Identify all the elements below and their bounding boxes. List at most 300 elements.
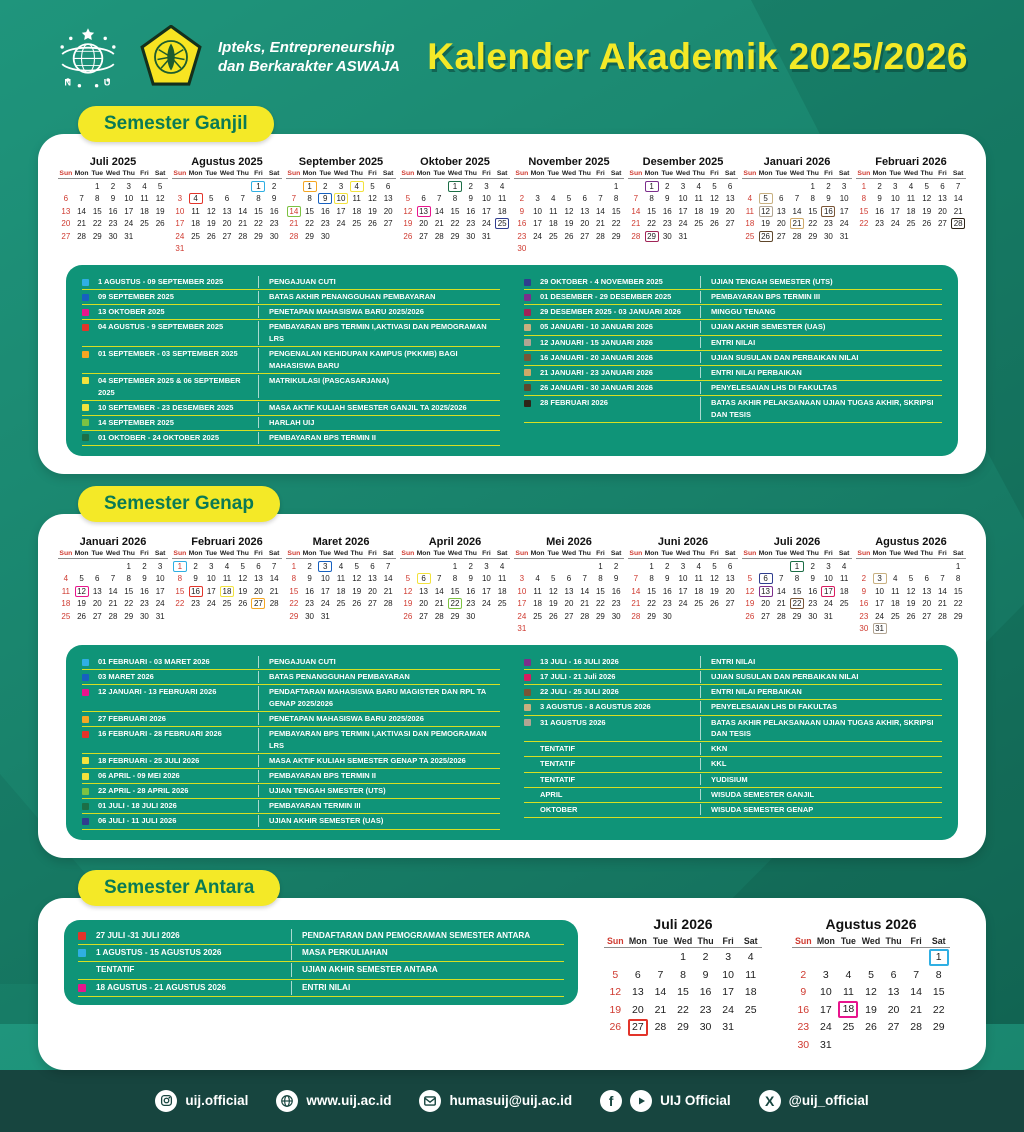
weekday-label: Fri xyxy=(368,550,377,557)
date-cell: 4 xyxy=(499,561,505,571)
date-cell: 11 xyxy=(745,206,754,216)
date-cell: 20 xyxy=(725,586,735,596)
weekday-label: Sat xyxy=(496,170,508,177)
social-label: www.uij.ac.id xyxy=(306,1093,392,1108)
date-cell: 30 xyxy=(662,231,672,241)
date-cell: 12 xyxy=(403,206,413,216)
date-cell: 19 xyxy=(609,1003,622,1016)
legend-date: 12 JANUARI - 15 JANUARI 2026 xyxy=(540,337,653,347)
date-cell: 21 xyxy=(77,219,87,229)
date-cell: 19 xyxy=(403,599,413,609)
month-title: Juli 2026 xyxy=(773,536,821,548)
legend-color-swatch xyxy=(82,324,89,331)
legend-row xyxy=(524,396,942,423)
weekday-label: Thu xyxy=(236,550,249,557)
weekday-label: Sun xyxy=(515,170,529,177)
date-cell: 15 xyxy=(289,586,299,596)
date-cell: 21 xyxy=(631,599,641,609)
facebook-icon: f xyxy=(600,1090,622,1112)
empty-cell xyxy=(577,560,593,573)
date-cell: 12 xyxy=(206,206,216,216)
weekday-label: Wed xyxy=(903,550,919,557)
empty-cell xyxy=(561,180,577,193)
date-cell: 15 xyxy=(953,586,963,596)
weekday-label: Mon xyxy=(758,170,773,177)
date-cell: 4 xyxy=(63,574,69,584)
weekday-label: Mon xyxy=(644,170,659,177)
date-cell: 8 xyxy=(256,194,261,204)
weekday-header-row xyxy=(172,550,282,559)
highlighted-date: 9 xyxy=(318,193,332,204)
date-cell: 16 xyxy=(808,586,818,596)
empty-cell xyxy=(416,560,432,573)
date-cell: 2 xyxy=(142,561,147,571)
highlighted-date: 1 xyxy=(645,181,659,192)
date-cell: 17 xyxy=(722,986,734,999)
date-cell: 24 xyxy=(820,1021,832,1034)
weekday-label: Tue xyxy=(319,550,332,557)
empty-cell xyxy=(837,949,860,967)
date-cell xyxy=(251,598,267,611)
weekday-header-row xyxy=(400,550,510,559)
date-cell xyxy=(447,598,463,611)
date-cell: 15 xyxy=(305,206,315,216)
legend-description: PENYELESAIAN LHS DI FAKULTAS xyxy=(700,701,942,713)
legend-date: 13 OKTOBER 2025 xyxy=(98,307,165,317)
weekday-label: Mon xyxy=(188,170,203,177)
date-cell: 11 xyxy=(842,986,854,999)
legend-description: UJIAN TENGAH SMESTER (UTS) xyxy=(258,785,500,797)
date-cell: 25 xyxy=(222,599,232,609)
empty-cell xyxy=(792,949,815,967)
date-cell: 8 xyxy=(649,194,654,204)
weekday-label: Wed xyxy=(789,550,805,557)
legend-row xyxy=(82,727,500,754)
date-cell: 2 xyxy=(861,574,867,584)
legend-row xyxy=(524,716,942,743)
empty-cell xyxy=(58,560,74,573)
date-cell: 22 xyxy=(305,219,315,229)
legend-description: ENTRI NILAI xyxy=(700,337,942,349)
date-cell: 13 xyxy=(887,986,900,999)
weekday-label: Fri xyxy=(722,935,734,946)
date-cell: 25 xyxy=(890,611,900,621)
legend-description: UJIAN AKHIR SEMESTER (UAS) xyxy=(700,321,942,333)
legend-row xyxy=(82,754,500,769)
date-cell: 18 xyxy=(61,599,71,609)
legend-row xyxy=(524,320,942,335)
weekday-label: Mon xyxy=(188,550,203,557)
badge-semester-ganjil: Semester Ganjil xyxy=(78,106,274,142)
date-cell: 11 xyxy=(352,194,361,204)
legend-row xyxy=(524,655,942,670)
date-cell: 25 xyxy=(336,599,346,609)
date-cell: 13 xyxy=(61,206,71,216)
weekday-label: Tue xyxy=(775,550,788,557)
date-cell: 18 xyxy=(839,586,849,596)
date-cell: 2 xyxy=(665,561,670,571)
weekday-label: Tue xyxy=(661,170,674,177)
date-cell: 28 xyxy=(383,599,393,609)
legend-row xyxy=(524,742,942,757)
header xyxy=(0,0,1024,94)
legend-color-swatch xyxy=(524,806,531,813)
date-cell: 14 xyxy=(937,586,947,596)
date-cell xyxy=(758,573,774,586)
date-cell: 8 xyxy=(307,194,312,204)
date-cell: 6 xyxy=(634,968,641,981)
date-cell: 24 xyxy=(175,231,185,241)
date-cell: 20 xyxy=(61,219,71,229)
date-cell: 1 xyxy=(680,951,686,964)
weekday-label: Wed xyxy=(333,550,349,557)
date-cell: 23 xyxy=(269,219,279,229)
date-cell: 22 xyxy=(253,219,263,229)
highlighted-date: 6 xyxy=(417,573,431,584)
date-cell: 30 xyxy=(466,231,476,241)
date-cell: 3 xyxy=(484,561,489,571)
date-cell: 15 xyxy=(595,586,605,596)
date-cell: 29 xyxy=(450,611,460,621)
legend-description: UJIAN TENGAH SEMESTER (UTS) xyxy=(700,276,942,288)
date-cell: 18 xyxy=(533,599,543,609)
date-cell: 14 xyxy=(269,574,279,584)
date-cell: 24 xyxy=(336,219,346,229)
legend-row xyxy=(82,320,500,347)
legend-row xyxy=(82,814,500,829)
date-cell: 3 xyxy=(841,181,847,191)
date-cell: 7 xyxy=(940,574,945,584)
date-cell: 22 xyxy=(677,1003,689,1016)
date-cell: 5 xyxy=(868,968,874,981)
date-cell: 25 xyxy=(497,599,507,609)
date-cell: 25 xyxy=(839,599,849,609)
date-cell: 26 xyxy=(564,231,574,241)
date-cell: 5 xyxy=(405,574,411,584)
legend-description: MASA AKTIF KULIAH SEMESTER GANJIL TA 2025/2026 xyxy=(258,402,500,414)
date-cell: 17 xyxy=(481,586,491,596)
date-cell: 21 xyxy=(580,599,590,609)
legend-date: 18 FEBRUARI - 25 JULI 2026 xyxy=(98,755,200,765)
month-title: April 2026 xyxy=(428,536,482,548)
legend-date: 16 JANUARI - 20 JANUARI 2026 xyxy=(540,352,653,362)
date-cell: 19 xyxy=(761,219,771,229)
weekday-label: Fri xyxy=(938,550,947,557)
date-cell: 12 xyxy=(564,206,574,216)
date-cell: 8 xyxy=(955,574,961,584)
date-grid xyxy=(400,560,510,623)
weekday-label: Sat xyxy=(268,170,280,177)
legend-description: UJIAN SUSULAN DAN PERBAIKAN NILAI xyxy=(700,671,942,683)
date-cell: 8 xyxy=(935,968,942,981)
instagram-icon xyxy=(155,1090,177,1112)
legend-date: 1 AGUSTUS - 15 AGUSTUS 2026 xyxy=(96,947,222,957)
weekday-label: Sun xyxy=(59,550,73,557)
weekday-label: Tue xyxy=(433,170,446,177)
month-title: Agustus 2025 xyxy=(191,156,263,168)
date-grid xyxy=(58,180,168,243)
legend-color-swatch xyxy=(82,788,89,795)
date-cell: 3 xyxy=(157,561,163,571)
social-link-facebook-youtube[interactable] xyxy=(600,1090,731,1112)
date-cell: 23 xyxy=(699,1003,712,1016)
legend-row xyxy=(524,336,942,351)
legend-date: 03 MARET 2026 xyxy=(98,672,154,682)
date-cell: 11 xyxy=(694,574,703,584)
weekday-label: Tue xyxy=(547,170,560,177)
legend-color-swatch xyxy=(524,339,531,346)
date-cell: 27 xyxy=(922,611,932,621)
date-cell: 13 xyxy=(419,586,429,596)
legend-color-swatch xyxy=(82,279,89,286)
weekday-label: Thu xyxy=(920,550,933,557)
weekday-label: Tue xyxy=(652,935,668,946)
date-cell: 25 xyxy=(842,1021,855,1034)
weekday-label: Wed xyxy=(675,550,691,557)
legend-row xyxy=(524,700,942,715)
weekday-header-row xyxy=(628,550,738,559)
legend-description: ENTRI NILAI xyxy=(700,656,942,668)
date-grid xyxy=(58,560,168,623)
weekday-label: Sat xyxy=(838,550,850,557)
legend-column-right xyxy=(524,275,942,446)
legend-description: KKN xyxy=(700,743,942,755)
legend-color-swatch xyxy=(524,400,531,407)
date-cell: 9 xyxy=(861,586,867,596)
legend-description: UJIAN AKHIR SEMESTER (UAS) xyxy=(258,815,500,827)
highlighted-date: 29 xyxy=(645,231,659,242)
date-cell: 22 xyxy=(611,219,621,229)
date-cell: 28 xyxy=(434,231,444,241)
date-cell: 9 xyxy=(665,574,670,584)
social-link-mail[interactable] xyxy=(419,1090,572,1112)
date-cell: 5 xyxy=(209,194,214,204)
empty-cell xyxy=(919,560,935,573)
date-cell xyxy=(950,218,966,231)
legend-row xyxy=(78,945,564,962)
social-link-globe[interactable] xyxy=(276,1090,391,1112)
legend-row xyxy=(524,381,942,396)
date-grid xyxy=(286,180,396,243)
empty-cell xyxy=(286,180,302,193)
legend-date: 17 JULI - 21 Juli 2026 xyxy=(540,672,616,682)
weekday-header-row xyxy=(286,170,396,179)
weekday-label: Mon xyxy=(644,550,659,557)
date-cell xyxy=(188,585,204,598)
date-cell: 10 xyxy=(481,574,491,584)
highlighted-date: 18 xyxy=(220,586,234,597)
date-cell: 9 xyxy=(665,194,670,204)
date-cell: 16 xyxy=(611,586,621,596)
legend-color-swatch xyxy=(524,279,531,286)
date-cell: 16 xyxy=(269,206,279,216)
weekday-label: Tue xyxy=(319,170,332,177)
date-cell: 26 xyxy=(709,599,719,609)
date-cell: 7 xyxy=(794,194,800,204)
weekday-label: Sun xyxy=(794,935,812,946)
youtube-icon xyxy=(630,1090,652,1112)
date-cell: 1 xyxy=(861,181,867,191)
date-cell: 16 xyxy=(699,986,712,999)
date-cell: 15 xyxy=(808,206,818,216)
legend-date: 26 JANUARI - 30 JANUARI 2026 xyxy=(540,382,653,392)
weekday-label: Sat xyxy=(952,170,964,177)
date-cell: 22 xyxy=(647,599,657,609)
month-title: Agustus 2026 xyxy=(825,915,917,932)
month-title: Juli 2026 xyxy=(653,915,713,932)
date-cell: 13 xyxy=(564,586,574,596)
legend-color-swatch xyxy=(78,949,86,957)
legend-row xyxy=(524,351,942,366)
weekday-label: Mon xyxy=(416,550,431,557)
date-cell: 14 xyxy=(631,206,641,216)
date-cell xyxy=(837,1001,860,1019)
date-cell: 18 xyxy=(744,986,757,999)
empty-cell xyxy=(789,180,805,193)
date-cell: 17 xyxy=(336,206,346,216)
weekday-label: Thu xyxy=(464,550,477,557)
legend-description: BATAS AKHIR PELAKSANAAN UJIAN TUGAS AKHIR, SKRIPSI DAN TESIS xyxy=(700,717,942,740)
weekday-label: Sat xyxy=(382,550,394,557)
date-cell: 2 xyxy=(110,181,116,191)
date-cell: 6 xyxy=(582,194,587,204)
weekday-label: Mon xyxy=(302,170,317,177)
date-cell: 7 xyxy=(79,194,84,204)
date-cell: 11 xyxy=(61,586,70,596)
globe-icon xyxy=(276,1090,298,1112)
date-cell: 8 xyxy=(452,194,458,204)
date-cell: 7 xyxy=(385,561,391,571)
date-cell: 1 xyxy=(452,561,458,571)
legend-color-swatch xyxy=(78,966,86,974)
date-cell: 6 xyxy=(727,181,733,191)
footer-social-items xyxy=(155,1090,868,1112)
date-cell: 16 xyxy=(466,586,476,596)
legend-date: 22 JULI - 25 JULI 2026 xyxy=(540,687,619,697)
date-cell: 15 xyxy=(647,586,657,596)
date-cell: 11 xyxy=(745,968,757,981)
weekday-label: Tue xyxy=(91,550,104,557)
weekday-label: Mon xyxy=(872,550,887,557)
date-grid xyxy=(604,949,762,1037)
legend-date: 3 AGUSTUS - 8 AGUSTUS 2026 xyxy=(540,702,651,712)
legend-color-swatch xyxy=(78,932,86,940)
date-cell: 15 xyxy=(677,986,689,999)
legend-description: PENYELESAIAN LHS DI FAKULTAS xyxy=(700,382,942,394)
date-cell: 21 xyxy=(631,219,641,229)
social-label: uij.official xyxy=(185,1093,249,1108)
date-cell: 21 xyxy=(238,219,248,229)
empty-cell xyxy=(514,180,530,193)
date-cell: 9 xyxy=(468,194,473,204)
date-cell: 8 xyxy=(861,194,867,204)
date-cell xyxy=(333,193,349,206)
empty-cell xyxy=(882,949,905,967)
date-cell: 9 xyxy=(613,574,619,584)
empty-cell xyxy=(530,180,546,193)
date-cell: 16 xyxy=(662,206,672,216)
date-cell: 10 xyxy=(175,206,185,216)
social-link-instagram[interactable] xyxy=(155,1090,248,1112)
date-cell: 20 xyxy=(580,219,590,229)
empty-cell xyxy=(545,560,561,573)
legend-description: BATAS AKHIR PELAKSANAAN UJIAN TUGAS AKHIR, SKRIPSI DAN TESIS xyxy=(700,397,942,420)
legend-description: UJIAN AKHIR SEMESTER ANTARA xyxy=(291,963,564,977)
date-cell: 2 xyxy=(193,561,198,571)
weekday-label: Fri xyxy=(824,550,833,557)
legend-date: 01 SEPTEMBER - 03 SEPTEMBER 2025 xyxy=(98,349,238,359)
date-cell: 16 xyxy=(320,206,330,216)
date-cell: 5 xyxy=(712,181,717,191)
legend-description: YUDISIUM xyxy=(700,774,942,786)
date-cell: 19 xyxy=(367,206,377,216)
legend-date: 1 AGUSTUS - 09 SEPTEMBER 2025 xyxy=(98,277,224,286)
date-cell xyxy=(188,193,204,206)
legend-row xyxy=(82,401,500,416)
date-cell: 31 xyxy=(678,231,688,241)
weekday-label: Sat xyxy=(931,935,946,946)
date-cell: 2 xyxy=(613,561,619,571)
date-cell: 12 xyxy=(609,986,622,999)
empty-cell xyxy=(577,180,593,193)
date-cell: 10 xyxy=(533,206,543,216)
date-cell: 29 xyxy=(595,611,605,621)
weekday-label: Sat xyxy=(154,550,166,557)
date-cell: 27 xyxy=(419,231,429,241)
month-title: Oktober 2025 xyxy=(420,156,490,168)
legend-color-swatch xyxy=(82,659,89,666)
date-cell: 27 xyxy=(92,611,102,621)
legend-row xyxy=(82,347,500,374)
highlighted-date: 10 xyxy=(334,193,348,204)
date-cell: 17 xyxy=(890,206,900,216)
empty-cell xyxy=(627,949,650,967)
date-cell: 15 xyxy=(450,206,460,216)
date-grid xyxy=(400,180,510,243)
date-cell: 20 xyxy=(419,599,429,609)
highlighted-date: 26 xyxy=(759,231,773,242)
date-cell: 11 xyxy=(549,206,558,216)
legend-description: PENDAFTARAN DAN PEMOGRAMAN SEMESTER ANTARA xyxy=(291,929,564,943)
date-cell: 28 xyxy=(238,231,248,241)
date-cell: 23 xyxy=(823,219,833,229)
social-label: UIJ Official xyxy=(660,1093,731,1108)
date-cell: 29 xyxy=(953,611,963,621)
calendar-juli-2026 xyxy=(604,916,762,1054)
weekday-label: Wed xyxy=(105,550,121,557)
date-cell: 2 xyxy=(810,561,815,571)
date-cell: 28 xyxy=(937,611,947,621)
date-cell: 26 xyxy=(367,219,377,229)
date-cell: 29 xyxy=(305,231,315,241)
calendar-agustus-2026 xyxy=(792,916,950,1054)
weekday-label: Sun xyxy=(173,170,187,177)
date-cell: 20 xyxy=(253,586,263,596)
empty-cell xyxy=(593,180,609,193)
date-cell: 30 xyxy=(808,611,818,621)
date-cell: 14 xyxy=(910,986,922,999)
date-cell: 3 xyxy=(680,561,686,571)
date-cell xyxy=(872,623,888,636)
date-cell: 8 xyxy=(452,574,458,584)
date-cell: 17 xyxy=(206,586,216,596)
date-cell: 8 xyxy=(680,968,686,981)
weekday-label: Wed xyxy=(333,170,349,177)
date-cell: 4 xyxy=(142,181,147,191)
date-cell: 7 xyxy=(633,574,639,584)
social-link-x[interactable] xyxy=(759,1090,869,1112)
date-cell: 1 xyxy=(291,561,297,571)
